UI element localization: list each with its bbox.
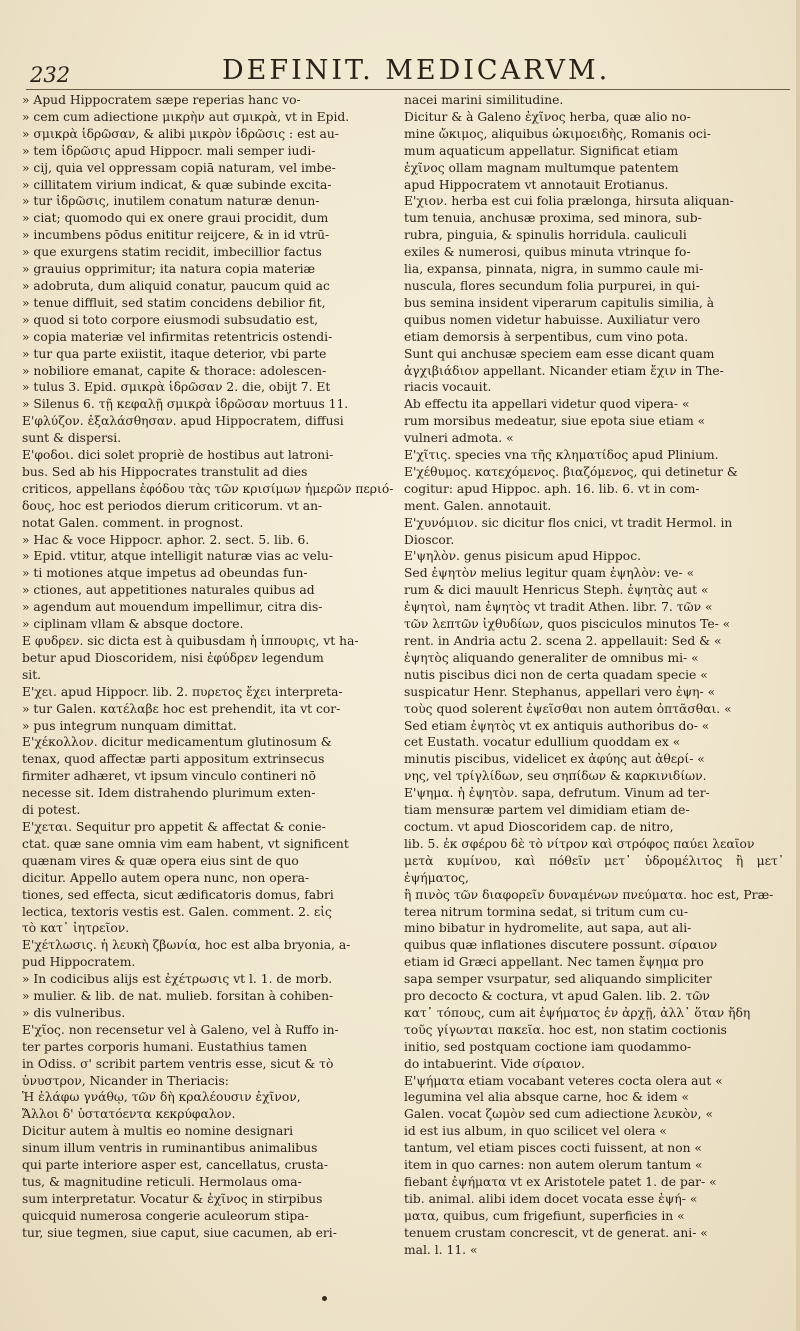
text-line: mine ὤκιμος, aliquibus ὠκιμοειδὴς, Romanis oci- (404, 126, 711, 141)
text-line: quicquid numerosa congerie aculeorum stipa- (22, 1208, 309, 1223)
text-line: ἢ πινὸς τῶν διαφορεῖν δυναμένων πνεύματα. hoc est, Præ- (404, 887, 774, 902)
text-line: Ab effectu ita appellari videtur quod vipera- « (404, 397, 690, 412)
text-line: Dioscor. (404, 532, 455, 547)
text-line: sinum illum ventris in ruminantibus animalibus (22, 1141, 318, 1156)
text-line: » Epid. vtitur, atque intelligit naturæ vias ac velu- (22, 549, 333, 564)
text-line: κατ᾽ τόπους, cum ait ἐψήματος ἐν ἀρχῇ, ἀλλ᾽ ὅταν ἤδη (404, 1005, 751, 1020)
text-line: » cem cum adiectione μικρὴν aut σμικρὰ, vt in Epid. (22, 109, 350, 124)
text-line: » tur ἱδρῶσις, inutilem conatum naturæ denun- (22, 194, 320, 209)
text-line: E'ψήματα etiam vocabant veteres cocta olera aut « (404, 1073, 723, 1088)
text-line: » quod si toto corpore eiusmodi subsudatio est, (22, 312, 319, 327)
page-number: 232 (30, 63, 71, 87)
text-line: tib. animal. alibi idem docet vocata esse ἐψή- « (404, 1191, 698, 1206)
text-line: » dis vulneribus. (22, 1005, 126, 1020)
text-line: etiam id Græci appellant. Nec tamen ἔψημα pro (404, 955, 704, 970)
text-line: Ἄλλοι δ' ὑστατόεντα κεκρύφαλον. (22, 1107, 236, 1122)
text-line: ἀγχιβιάδιον appellant. Nicander etiam ἔχιν in The- (404, 363, 724, 378)
text-line: Sed etiam ἐψητὸς vt ex antiquis authoribus do- « (404, 718, 710, 733)
text-line: necesse sit. Idem distrahendo plurimum exten- (22, 786, 316, 801)
header-rule (26, 89, 790, 90)
text-line: etiam demorsis à serpentibus, cum vino pota. (404, 329, 689, 344)
page-edge (796, 0, 800, 1331)
text-line: nutis piscibus dici non de certa quadam specie « (404, 667, 708, 682)
text-line: Sed ἐψητὸν melius legitur quam ἐψηλὸν: ve- « (404, 566, 695, 581)
text-line: E'χῖτις. species vna τῆς κληματίδος apud Plinium. (404, 448, 719, 463)
right-column (404, 92, 784, 1312)
text-line: Ἡ ἐλάφω γνάθῳ, τῶν δὴ κραλέουσιν ἐχῖνον, (22, 1090, 301, 1105)
text-line: bus semina insident viperarum capitulis similia, à (404, 295, 715, 310)
left-column (22, 92, 402, 1312)
text-line: E'χέτλωσις. ἡ λευκὴ ζβωνία, hoc est alba bryonia, a- (22, 938, 351, 953)
text-line: » copia materiæ vel infirmitas retentricis ostendi- (22, 329, 333, 344)
text-line: » σμικρὰ ἱδρῶσαν, & alibi μικρὸν ἱδρῶσις : est au- (22, 126, 339, 141)
text-line: » mulier. & lib. de nat. mulieb. forsitan à cohiben- (22, 989, 334, 1004)
text-line: di potest. (22, 803, 81, 818)
text-line: » ciplinam vllam & absque doctore. (22, 617, 244, 632)
text-line: E'χει. apud Hippocr. lib. 2. πυρετος ἔχει interpreta- (22, 684, 343, 699)
text-line: τοῦς γίγωνται πακεῖα. hoc est, non statim coctionis (404, 1022, 727, 1037)
text-line: tenax, quod affectæ parti appositum extrinsecus (22, 752, 325, 767)
text-line: » Silenus 6. τῇ κεφαλῇ σμικρὰ ἱδρῶσαν mortuus 11. (22, 397, 349, 412)
text-line: nuscula, flores secundum folia purpurei, in qui- (404, 278, 700, 293)
text-line: rum morsibus medeatur, siue epota siue etiam « (404, 414, 706, 429)
text-line: » pus integrum nunquam dimittat. (22, 718, 237, 733)
text-line: lectica, textoris vestis est. Galen. comment. 2. εἰς (22, 904, 332, 919)
text-line: rubra, pinguia, & spinulis horridula. cauliculi (404, 228, 687, 243)
text-line: betur apud Dioscoridem, nisi ἐφύδρεν legendum (22, 650, 324, 665)
text-line: id est ius album, in quo scilicet vel olera « (404, 1124, 667, 1139)
text-line: apud Hippocratem vt annotauit Erotianus. (404, 177, 669, 192)
text-line: » ctiones, aut appetitiones naturales quibus ad (22, 583, 315, 598)
text-line: terea nitrum tormina sedat, si tritum cum cu- (404, 904, 688, 919)
text-line: E φυδρεν. sic dicta est à quibusdam ἡ ἱππουρις, vt ha- (22, 634, 359, 648)
text-line: ἐψητὸς aliquando generaliter de omnibus mi- « (404, 650, 699, 665)
text-line: mino bibatur in hydromelite, aut sapa, aut ali- (404, 921, 692, 936)
text-line: » agendum aut mouendum impellimur, citra dis- (22, 600, 323, 615)
text-line: tur, siue tegmen, siue caput, siue cacumen, ab eri- (22, 1225, 337, 1240)
text-line: lia, expansa, pinnata, nigra, in summo caule mi- (404, 262, 704, 277)
text-line: mum aquaticum appellatur. Significat etiam (404, 143, 679, 158)
text-line: quibus nomen videtur habuisse. Auxiliatur vero (404, 312, 701, 327)
text-line: τῶν λεπτῶν ἰχθυδίων, quos pisciculos minutos Te- « (404, 617, 731, 632)
text-line: » que exurgens statim recidit, imbecillior factus (22, 245, 322, 260)
text-line: riacis vocauit. (404, 380, 492, 395)
text-line: rum & dici mauult Henricus Steph. ἐψητὰς aut « (404, 583, 709, 598)
text-line: ctat. quæ sane omnia vim eam habent, vt significent (22, 836, 349, 851)
text-line: Dicitur & à Galeno ἐχῖνος herba, quæ alio no- (404, 109, 691, 124)
text-line: item in quo carnes: non autem olerum tantum « (404, 1158, 703, 1173)
text-line: τὸ κατ᾽ ἰητρεῖον. (22, 921, 130, 936)
text-line: ἐψητοὶ, nam ἐψητὸς vt tradit Athen. libr. 7. τῶν « (404, 600, 713, 615)
text-line: » nobiliore emanat, capite & thorace: adolescen- (22, 363, 327, 378)
text-line: τοὺς quod solerent ἐψεῖσθαι non autem ὀπτᾶσθαι. « (404, 701, 732, 716)
text-line: cogitur: apud Hippoc. aph. 16. lib. 6. vt in com- (404, 481, 700, 496)
text-line: legumina vel alia absque carne, hoc & idem « (404, 1090, 690, 1105)
text-line: firmiter adhæret, vt ipsum vinculo contineri nō (22, 769, 316, 784)
text-line: tum tenuia, anchusæ proxima, sed minora, sub- (404, 211, 702, 226)
text-line: » grauius opprimitur; ita natura copia materiæ (22, 262, 316, 277)
text-line: νης, vel τρίγλίδων, seu σηπίδων & καρκινιδίων. (404, 769, 707, 784)
text-line: E'χιον. herba est cui folia prælonga, hirsuta aliquan- (404, 194, 734, 209)
text-line: E'χέθυμος. κατεχόμενος. βιαζόμενος, qui detinetur & (404, 464, 738, 479)
text-line: E'χυνόμιον. sic dicitur flos cnici, vt tradit Hermol. in (404, 515, 733, 530)
text-line: vulneri admota. « (404, 431, 514, 446)
text-line: Dicitur autem à multis eo nomine designari (22, 1124, 294, 1139)
text-line: sunt & dispersi. (22, 431, 122, 446)
text-line: do intabuerint. Vide σίραιον. (404, 1056, 585, 1071)
text-line: minutis piscibus, videlicet ex ἀφύης aut ἀθερί- « (404, 752, 705, 767)
text-line: E'χεται. Sequitur pro appetit & affectat & conie- (22, 819, 326, 834)
text-line: qui parte interiore asper est, cancellatus, crusta- (22, 1158, 329, 1173)
text-line: in Odiss. σ' scribit partem ventris esse, sicut & τὸ (22, 1056, 334, 1071)
text-line: tantum, vel etiam pisces cocti fuissent, at non « (404, 1141, 702, 1156)
text-line: ὑνυστρον, Nicander in Theriacis: (22, 1073, 229, 1088)
text-line: » tenue diffluit, sed statim concidens debilior fit, (22, 295, 326, 310)
text-line: suspicatur Henr. Stephanus, appellari vero ἐψη- « (404, 684, 716, 699)
text-line: dicitur. Appello autem opera nunc, non opera- (22, 870, 310, 885)
text-line: » adobruta, dum aliquid conatur, paucum quid ac (22, 278, 330, 293)
ink-dot (322, 1296, 327, 1301)
text-line: tenuem crustam concrescit, vt de generat. ani- « (404, 1225, 708, 1240)
text-line: bus. Sed ab his Hippocrates transtulit ad dies (22, 464, 308, 479)
text-line: » ciat; quomodo qui ex onere graui procidit, dum (22, 211, 329, 226)
text-line: » incumbens pōdus enititur reijcere, & in id vtrū- (22, 228, 330, 243)
text-line: quænam vires & quæ opera eius sint de quo (22, 853, 299, 868)
text-line: E'χῖος. non recensetur vel à Galeno, vel à Ruffo in- (22, 1022, 339, 1037)
text-line: » cij, quia vel oppressam copiā naturam, vel imbe- (22, 160, 336, 175)
text-line: tiam mensuræ partem vel dimidiam etiam de- (404, 803, 690, 818)
text-line: » tur qua parte exiistit, itaque deterior, vbi parte (22, 346, 327, 361)
text-line: » Apud Hippocratem sæpe reperias hanc vo- (22, 93, 301, 107)
text-line: Sunt qui anchusæ speciem eam esse dicant quam (404, 346, 715, 361)
text-line: rent. in Andria actu 2. scena 2. appellauit: Sed & « (404, 634, 722, 648)
text-line: sum interpretatur. Vocatur & ἐχῖνος in stirpibus (22, 1191, 323, 1206)
text-line: mal. l. 11. « (404, 1242, 478, 1257)
text-line: tiones, sed effecta, sicut ædificatoris domus, fabri (22, 887, 334, 902)
text-line: » cillitatem virium indicat, & quæ subinde excita- (22, 177, 332, 192)
text-line: » ti motiones atque impetus ad obeundas fun- (22, 566, 308, 581)
text-line: » In codicibus alijs est ἐχέτρωσις vt l. 1. de morb. (22, 972, 333, 987)
page-header (22, 55, 782, 89)
text-line: ment. Galen. annotauit. (404, 498, 552, 513)
text-line: quibus quæ inflationes discutere possunt. σίραιον (404, 938, 718, 953)
text-line: » tulus 3. Epid. σμικρὰ ἱδρῶσαν 2. die, obijt 7. Et (22, 380, 331, 395)
text-line: E'χέκολλον. dicitur medicamentum glutinosum & (22, 735, 332, 750)
text-line: E'φλύζον. ἐξαλάσθησαν. apud Hippocratem, diffusi (22, 414, 344, 429)
text-line: cet Eustath. vocatur edullium quoddam ex « (404, 735, 681, 750)
text-line: nacei marini similitudine. (404, 93, 564, 107)
text-line: ter partes corporis humani. Eustathius tamen (22, 1039, 308, 1054)
text-line: » tur Galen. κατέλαβε hoc est prehendit, ita vt cor- (22, 701, 341, 716)
text-line: coctum. vt apud Dioscoridem cap. de nitro, (404, 819, 674, 834)
text-line: criticos, appellans ἐφόδου τὰς τῶν κρισίμων ἡμερῶν περιό- (22, 481, 394, 496)
text-line: lib. 5. ἐκ σφέρου δὲ τὸ νίτρον καὶ στρόφος παύει λεαῖον (404, 836, 755, 851)
text-line: notat Galen. comment. in prognost. (22, 515, 244, 530)
text-line: ἐχῖνος ollam magnam multumque patentem (404, 160, 679, 175)
text-line: E'ψηλὸν. genus pisicum apud Hippoc. (404, 549, 641, 564)
text-line: δους, hoc est periodos dierum criticorum. vt an- (22, 498, 323, 513)
text-line: tus, & magnitudine reticuli. Hermolaus oma- (22, 1175, 302, 1189)
text-line: ματα, quibus, cum frigefiunt, superficies in « (404, 1208, 685, 1223)
text-line: pro decocto & coctura, vt apud Galen. lib. 2. τῶν (404, 989, 710, 1004)
text-line: μετὰ κυμίνου, καὶ πόθεῖν μετ᾽ ὑδρομέλιτος ἢ μετ᾽ ἐψήματος, (404, 853, 784, 885)
text-line: E'ψημα. ἡ ἐψητὸν. sapa, defrutum. Vinum ad ter- (404, 786, 710, 801)
text-line: pud Hippocratem. (22, 955, 136, 970)
text-line: fiebant ἐψήματα vt ex Aristotele patet 1. de par- « (404, 1175, 717, 1189)
text-line: initio, sed postquam coctione iam quodammo- (404, 1039, 692, 1054)
running-title: DEFINIT. MEDICARVM. (222, 55, 611, 86)
text-line: » Hac & voce Hippocr. aphor. 2. sect. 5. lib. 6. (22, 532, 310, 547)
text-line: » tem ἱδρῶσις apud Hippocr. mali semper iudi- (22, 143, 316, 158)
text-line: Galen. vocat ζωμὸν sed cum adiectione λευκὸν, « (404, 1107, 713, 1122)
text-line: sapa semper vsurpatur, sed aliquando simpliciter (404, 972, 712, 987)
text-line: sit. (22, 667, 42, 682)
text-line: exiles & numerosi, quibus minuta vtrinque fo- (404, 245, 691, 260)
text-line: E'φοδοι. dici solet propriè de hostibus aut latroni- (22, 448, 334, 463)
